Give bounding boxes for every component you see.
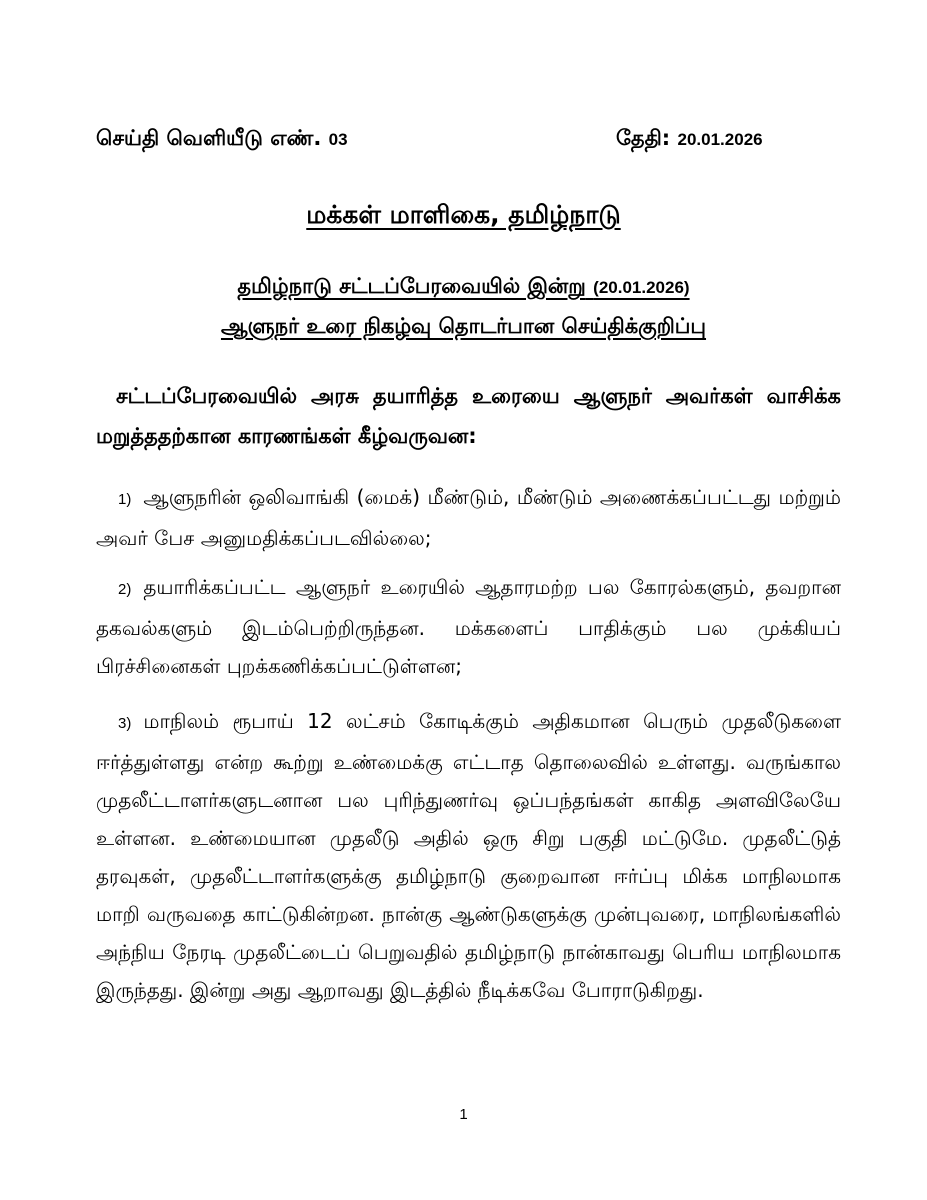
date-value: 20.01.2026 [677,130,763,149]
point-text: தயாரிக்கப்பட்ட ஆளுநர் உரையில் ஆதாரமற்ற பல கோரல்களும், தவறான தகவல்களும் இடம்பெற்றிருந்தன. மக்களைப் பாதிக்கும் பல முக்கியப் பிரச்சினைகள் புறக்கணிக்கப்பட்டுள்ளன; [96,575,841,678]
page-number: 1 [459,1106,468,1123]
reason-point-3 [96,702,841,1009]
point-text: மாநிலம் ரூபாய் 12 லட்சம் கோடிக்கும் அதிகமான பெரும் முதலீடுகளை ஈர்த்துள்ளது என்ற கூற்று உண்மைக்கு எட்டாத தொலைவில் உள்ளது. வருங்கால முதலீட்டாளர்களுடனான பல புரிந்துணர்வு ஒப்பந்தங்கள் காகித அளவிலேயே உள்ளன. உண்மையான முதலீடு அதில் ஒரு சிறு பகுதி மட்டுமே. முதலீட்டுத் தரவுகள், முதலீட்டாளர்களுக்கு தமிழ்நாடு குறைவான ஈர்ப்பு மிக்க மாநிலமாக மாறி வருவதை காட்டுகின்றன. நான்கு ஆண்டுகளுக்கு முன்புவரை, மாநிலங்களில் அந்நிய நேரடி முதலீட்டைப் பெறுவதில் தமிழ்நாடு நான்காவது பெரிய மாநிலமாக இருந்தது. இன்று அது ஆறாவது இடத்தில் நீடிக்கவே போராடுகிறது. [96,709,841,1002]
release-number-line [96,126,348,153]
subtitle-line-1 [0,274,927,301]
reason-point-1 [96,478,841,557]
press-release-header [96,126,796,162]
point-number: 3) [118,715,132,732]
subtitle-line-2: ஆளுநர் உரை நிகழ்வு தொடர்பான செய்திக்குறிப்பு [220,314,707,338]
point-number: 1) [118,491,132,508]
intro-paragraph: சட்டப்பேரவையில் அரசு தயாரித்த உரையை ஆளுநர் அவர்கள் வாசிக்க மறுத்ததற்கான காரணங்கள் கீழ்வருவன: [96,384,841,448]
subtitle-date: (20.01.2026) [593,278,690,297]
release-number: 03 [328,130,348,149]
release-date-line [616,126,763,153]
release-label: செய்தி வெளியீடு எண். [96,126,322,150]
reason-point-2 [96,568,841,685]
point-text: ஆளுநரின் ஒலிவாங்கி (மைக்) மீண்டும், மீண்டும் அணைக்கப்பட்டது மற்றும் அவர் பேச அனுமதிக்கப்படவில்லை; [96,485,841,550]
document-title: மக்கள் மாளிகை, தமிழ்நாடு [306,200,621,229]
subtitle-line-1-text: தமிழ்நாடு சட்டப்பேரவையில் இன்று [237,274,586,298]
date-label: தேதி: [616,126,671,150]
point-number: 2) [118,581,132,598]
